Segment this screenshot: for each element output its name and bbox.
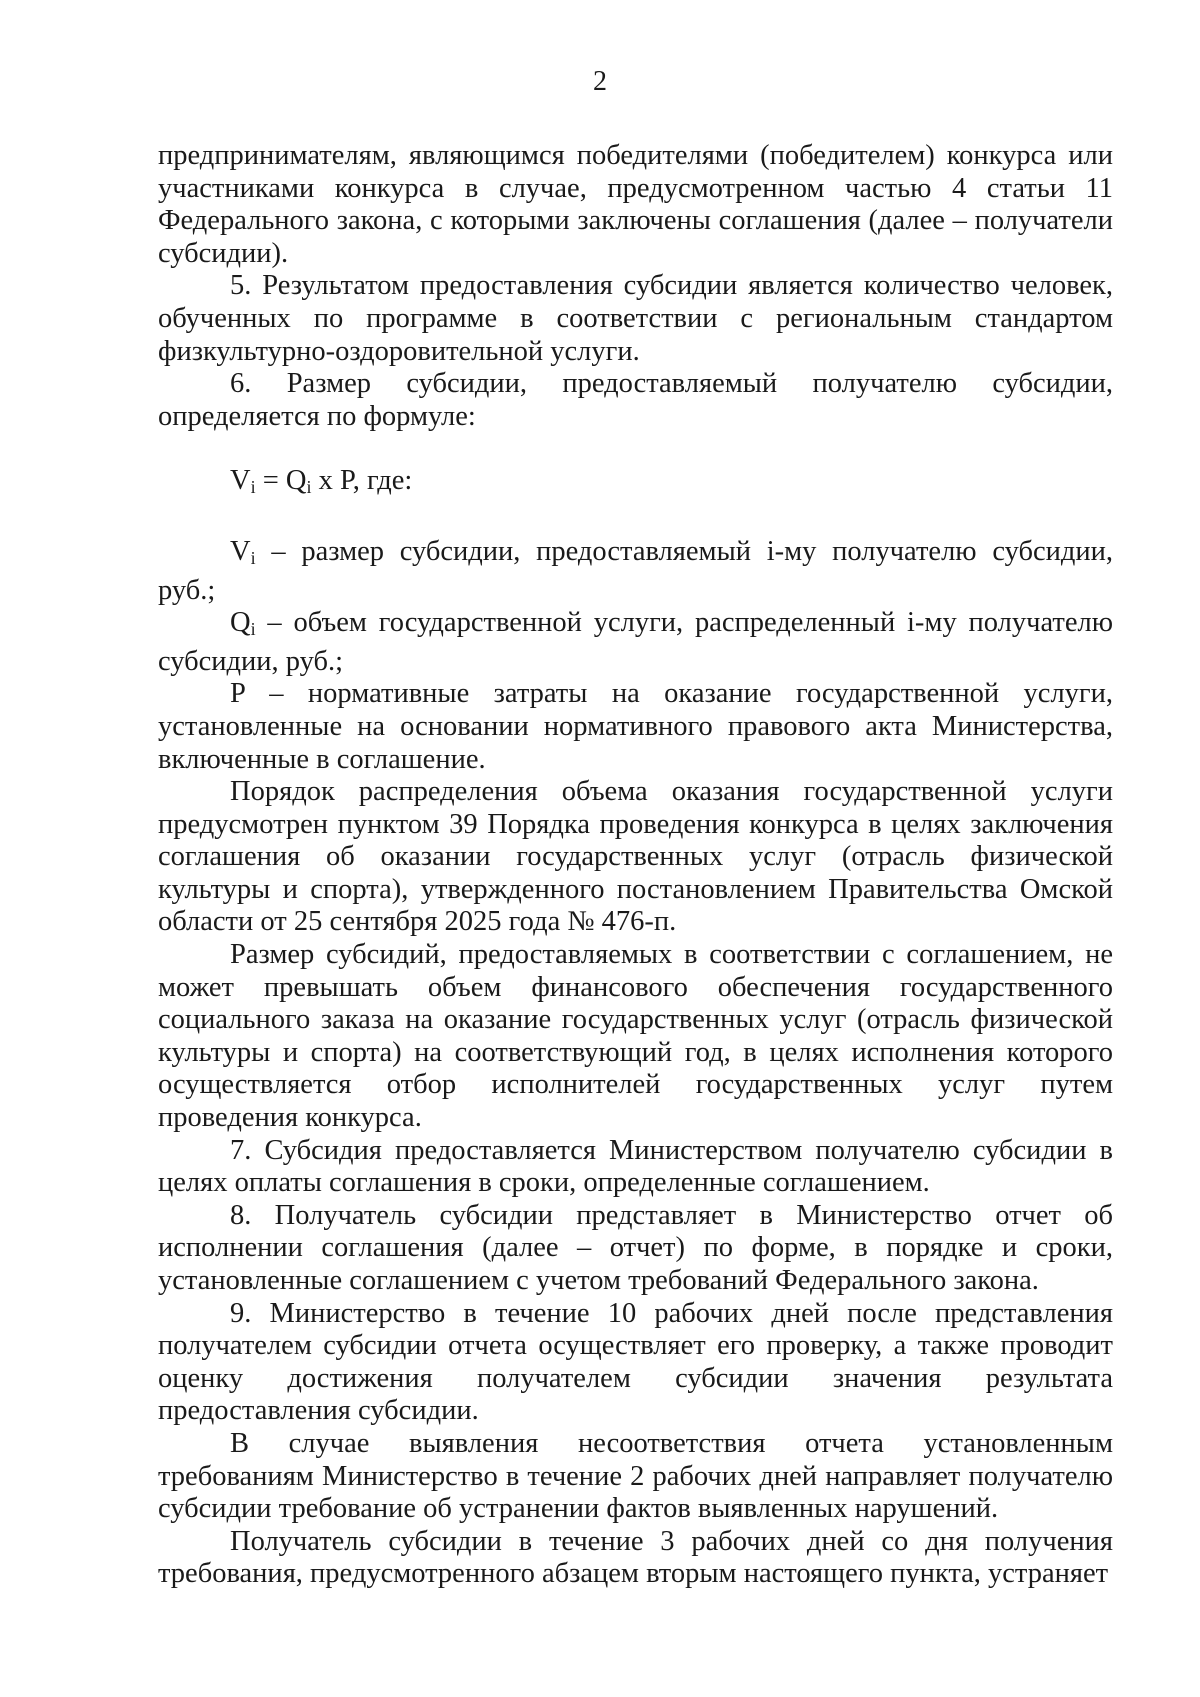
- paragraph-continuation: предпринимателям, являющимся победителями (победителем) конкурса или участниками конкурса в случае, предусмотренном частью 4 статьи 11 Федерального закона, с которыми заключены соглашения (далее – получатели субсидии).: [158, 140, 1113, 269]
- definition-q: [158, 607, 1113, 678]
- formula-v: V: [230, 465, 251, 497]
- definition-v: [158, 536, 1113, 607]
- definition-q-text: – объем государственной услуги, распределенный i-му получателю субсидии, руб.;: [158, 607, 1113, 677]
- paragraph-recipient-fixes: Получатель субсидии в течение 3 рабочих дней со дня получения требования, предусмотренного абзацем вторым настоящего пункта, устраняет: [158, 1525, 1113, 1590]
- paragraph-nonconformity: В случае выявления несоответствия отчета установленным требованиям Министерство в течение 2 рабочих дней направляет получателю субсидии требование об устранении фактов выявленных нарушений.: [158, 1427, 1113, 1525]
- paragraph-item-9: 9. Министерство в течение 10 рабочих дней после представления получателем субсидии отчета осуществляет его проверку, а также проводит оценку достижения получателем субсидии значения результата предоставления субсидии.: [158, 1297, 1113, 1427]
- formula-equals-q: = Q: [255, 465, 307, 497]
- paragraph-subsidy-size: Размер субсидий, предоставляемых в соответствии с соглашением, не может превышать объем финансового обеспечения государственного социального заказа на оказание государственных услуг (отрасль физической культуры и спорта) на соответствующий год, в целях исполнения которого осуществляется отбор исполнителей государственных услуг путем проведения конкурса.: [158, 939, 1113, 1134]
- paragraph-item-8: 8. Получатель субсидии представляет в Министерство отчет об исполнении соглашения (далее – отчет) по форме, в порядке и сроки, установленные соглашением с учетом требований Федерального закона.: [158, 1199, 1113, 1296]
- definition-v-text: – размер субсидии, предоставляемый i-му получателю субсидии, руб.;: [158, 535, 1113, 606]
- definition-p: P – нормативные затраты на оказание государственной услуги, установленные на основании нормативного правового акта Министерства, включенные в соглашение.: [158, 678, 1113, 775]
- definition-q-symbol: Q: [230, 607, 251, 639]
- formula-v-subscript: i: [250, 477, 256, 498]
- definition-v-subscript: i: [250, 547, 256, 568]
- definition-v-symbol: V: [230, 535, 251, 567]
- formula-rest: x P, где:: [311, 465, 413, 497]
- paragraph-item-5: 5. Результатом предоставления субсидии является количество человек, обученных по программе в соответствии с региональным стандартом физкультурно-оздоровительной услуги.: [158, 270, 1113, 367]
- document-body: [158, 140, 1113, 1591]
- formula: [158, 465, 1113, 504]
- page-number: 2: [593, 66, 607, 97]
- formula-q-subscript: i: [306, 477, 312, 498]
- paragraph-item-6: 6. Размер субсидии, предоставляемый получателю субсидии, определяется по формуле:: [158, 368, 1113, 432]
- paragraph-item-7: 7. Субсидия предоставляется Министерством получателю субсидии в целях оплаты соглашения в сроки, определенные соглашением.: [158, 1134, 1113, 1199]
- definition-q-subscript: i: [250, 619, 256, 640]
- paragraph-distribution-order: Порядок распределения объема оказания государственной услуги предусмотрен пунктом 39 Порядка проведения конкурса в целях заключения соглашения об оказании государственных услуг (отрасль физической культуры и спорта), утвержденного постановлением Правительства Омской области от 25 сентября 2025 года № 476-п.: [158, 776, 1113, 938]
